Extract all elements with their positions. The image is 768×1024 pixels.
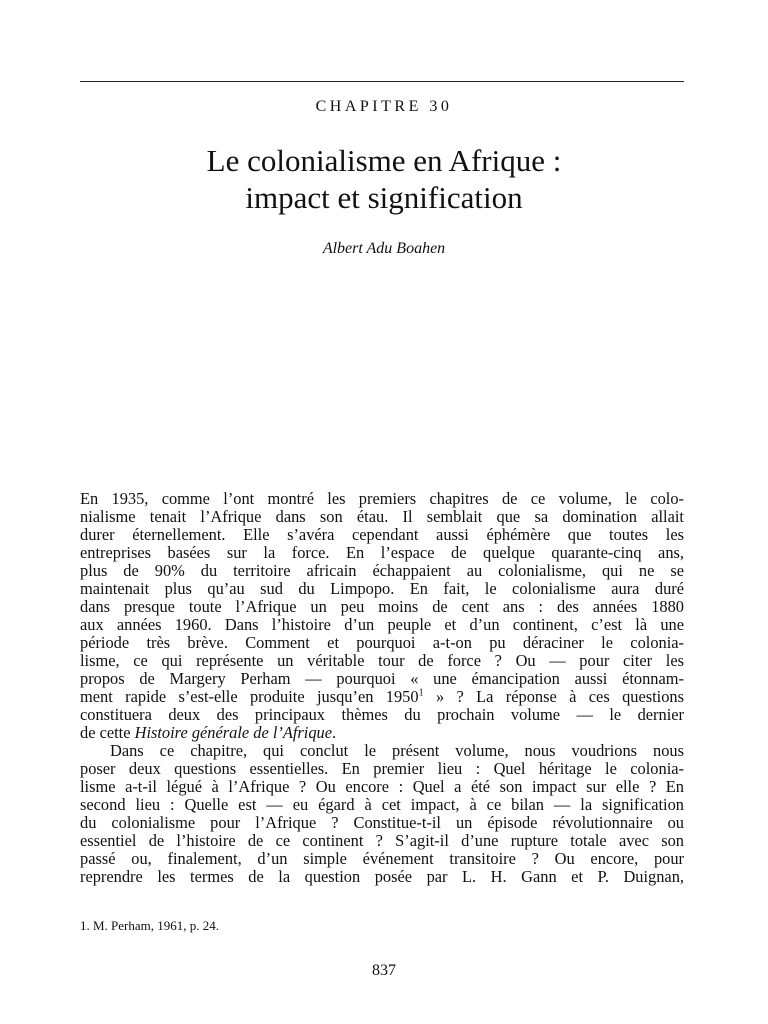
text-line: reprendre les termes de la question posée par L. H. Gann et P. Duignan, [80,867,684,886]
text-line: durer éternellement. Elle s’avéra cependant aussi éphémère que toutes les [80,525,684,544]
text-line: lisme, ce qui représente un véritable tour de force ? Ou — pour citer les [80,651,684,670]
text-line: dans presque toute l’Afrique un peu moins de cent ans : des années 1880 [80,597,684,616]
paragraph-1 [80,490,684,742]
text-segment: » ? La réponse à ces questions [423,687,684,706]
footnote-marker[interactable]: 1 [418,687,424,699]
text-line: propos de Margery Perham — pourquoi « une émancipation aussi étonnam- [80,669,684,688]
paragraph-2 [80,742,684,886]
text-line [80,724,684,742]
text-line: second lieu : Quelle est — eu égard à cet impact, à ce bilan — la signification [80,795,684,814]
text-line: En 1935, comme l’ont montré les premiers chapitres de ce volume, le colo- [80,489,684,508]
top-rule [80,81,684,82]
text-line: passé ou, finalement, d’un simple événement transitoire ? Ou encore, pour [80,849,684,868]
text-segment: ment rapide s’est-elle produite jusqu’en 1950 [80,687,419,706]
body-text [80,490,684,886]
text-line: poser deux questions essentielles. En premier lieu : Quel héritage le colonia- [80,759,684,778]
text-segment: . [332,723,337,742]
chapter-title-line-2: impact et signification [245,180,523,215]
text-line: plus de 90% du territoire africain échappaient au colonialisme, qui ne se [80,561,684,580]
text-line: du colonialisme pour l’Afrique ? Constitue-t-il un épisode révolutionnaire ou [80,813,684,832]
text-segment: de cette [80,723,135,742]
text-line [80,688,684,706]
footnote: 1. M. Perham, 1961, p. 24. [80,918,220,933]
page-number: 837 [372,962,396,979]
chapter-title-line-1: Le colonialisme en Afrique : [206,143,562,178]
text-line: entreprises basées sur la force. En l’espace de quelque quarante-cinq ans, [80,543,684,562]
text-line: nialisme tenait l’Afrique dans son étau. Il semblait que sa domination allait [80,507,684,526]
text-line: lisme a-t-il légué à l’Afrique ? Ou encore : Quel a été son impact sur elle ? En [80,777,684,796]
text-line: période très brève. Comment et pourquoi a-t-on pu déraciner le colonia- [80,633,684,652]
text-line: aux années 1960. Dans l’histoire d’un peuple et d’un continent, c’est là une [80,615,684,634]
text-line: essentiel de l’histoire de ce continent ? S’agit-il d’une rupture totale avec son [80,831,684,850]
text-line: Dans ce chapitre, qui conclut le présent volume, nous voudrions nous [110,741,684,760]
chapter-label: CHAPITRE 30 [315,98,453,115]
chapter-title [0,142,768,216]
text-line: constituera deux des principaux thèmes du prochain volume — le dernier [80,705,684,724]
author-name: Albert Adu Boahen [322,240,446,257]
text-line: maintenait plus qu’au sud du Limpopo. En fait, le colonialisme aura duré [80,579,684,598]
book-title: Histoire générale de l’Afrique [134,723,333,742]
